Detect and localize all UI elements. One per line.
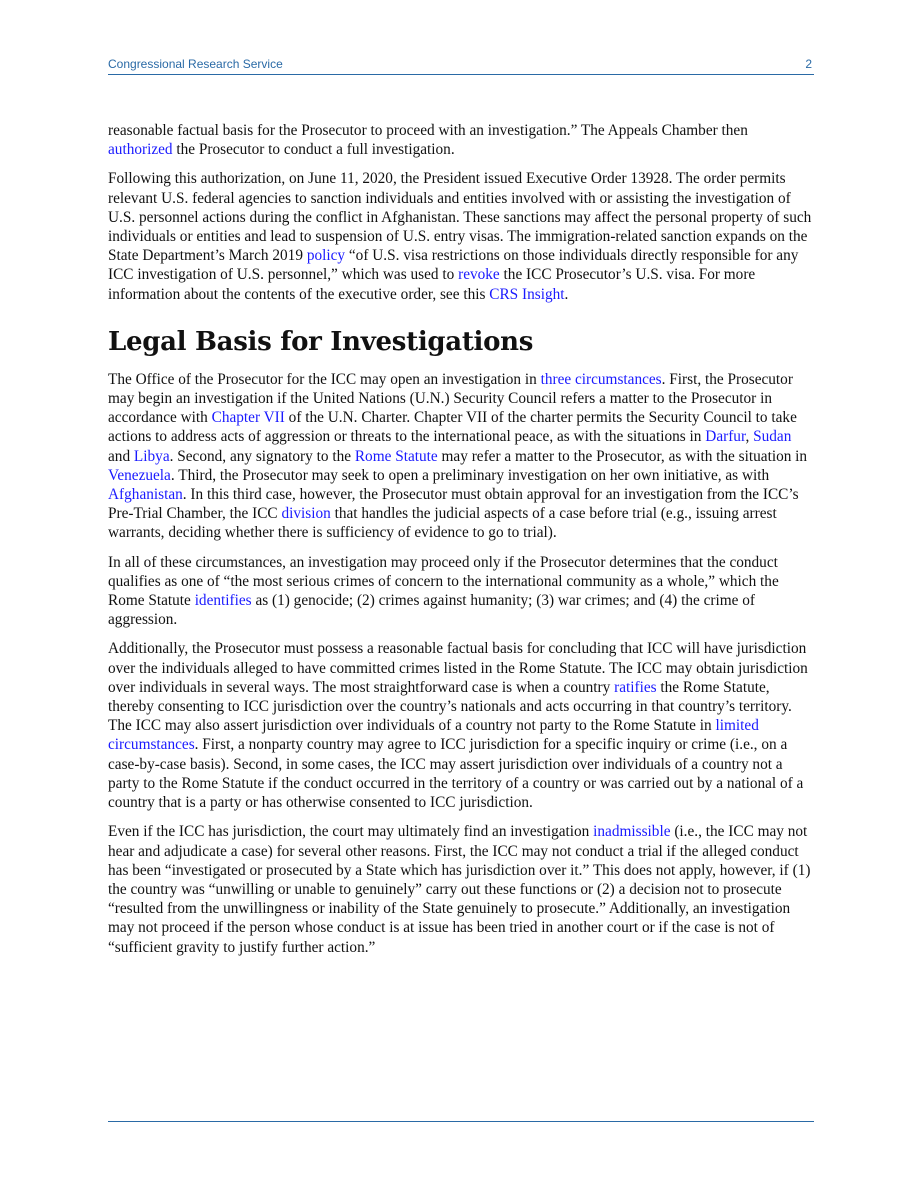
- paragraph-text: . Second, any signatory to the: [169, 447, 355, 465]
- paragraph-text: The Office of the Prosecutor for the ICC may open an investigation in: [108, 370, 541, 388]
- paragraph-text: Additionally, the Prosecutor must possess a reasonable factual basis for concluding that ICC will have jurisdiction over the individuals alleged to have committed crimes listed in the Rome Statute. The ICC may obtain jurisdiction over individuals in several ways. The most straightforward case is when a country: [108, 640, 808, 696]
- link-crs-insight[interactable]: CRS Insight: [489, 285, 565, 303]
- paragraph-text: In all of these circumstances, an investigation may proceed only if the Prosecutor determines that the conduct qualifies as one of “the most serious crimes of concern to the international community as a whole,” which the Rome Statute: [108, 553, 779, 610]
- paragraph-text: . Third, the Prosecutor may seek to open a preliminary investigation on her own initiative, as with: [170, 466, 770, 484]
- link-ratifies[interactable]: ratifies: [614, 678, 657, 696]
- link-division[interactable]: division: [281, 505, 331, 523]
- paragraph: [108, 121, 816, 159]
- paragraph: [108, 370, 816, 543]
- paragraph-text: . First, a nonparty country may agree to ICC jurisdiction for a specific inquiry or crime (i.e., on a case-by-case basis). Second, in some cases, the ICC may assert jurisdiction over individuals of a country not a party to the Rome Statute if the conduct occurred in the territory of a country or was carried out by a national of a country that is a party or has otherwise consented to ICC jurisdiction.: [108, 736, 804, 812]
- link-policy[interactable]: policy: [306, 247, 346, 265]
- link-afghanistan[interactable]: Afghanistan: [108, 486, 183, 504]
- paragraph-text: . First, the Prosecutor may begin an investigation if the United Nations (U.N.) Security Council refers a matter to the Prosecutor in accordance with: [108, 370, 793, 427]
- paragraph-text: reasonable factual basis for the Prosecutor to proceed with an investigation.” The Appeals Chamber then: [108, 122, 748, 139]
- paragraph: [108, 553, 816, 630]
- paragraph: [108, 169, 816, 303]
- link-limited-circumstances[interactable]: limited circumstances: [108, 717, 759, 754]
- link-authorized[interactable]: authorized: [108, 141, 173, 159]
- link-rome-statute[interactable]: Rome Statute: [354, 447, 438, 465]
- link-sudan[interactable]: Sudan: [753, 428, 792, 446]
- paragraph-text: as (1) genocide; (2) crimes against humanity; (3) war crimes; and (4) the crime of aggression.: [108, 592, 755, 629]
- link-libya[interactable]: Libya: [133, 447, 170, 465]
- page-number: 2: [805, 57, 812, 71]
- paragraph: [108, 639, 816, 812]
- link-inadmissible[interactable]: inadmissible: [593, 823, 671, 841]
- link-three-circumstances[interactable]: three circumstances: [540, 370, 662, 388]
- paragraph-text: . In this third case, however, the Prosecutor must obtain approval for an investigation from the ICC’s Pre-Trial Chamber, the ICC: [108, 486, 799, 523]
- page-header: [108, 56, 814, 75]
- link-revoke[interactable]: revoke: [458, 266, 500, 284]
- link-chapter-vii[interactable]: Chapter VII: [211, 409, 285, 427]
- paragraph-text: .: [564, 285, 569, 303]
- footer-divider: [108, 1121, 814, 1122]
- link-identifies[interactable]: identifies: [194, 592, 252, 610]
- link-darfur[interactable]: Darfur: [705, 428, 746, 446]
- paragraph-text: and: [108, 447, 134, 465]
- paragraph-text: of the U.N. Charter. Chapter VII of the charter permits the Security Council to take actions to address acts of aggression or threats to the international peace, as with the situations in: [108, 409, 797, 446]
- paragraph-text: Following this authorization, on June 11, 2020, the President issued Executive Order 13928. The order permits relevant U.S. federal agencies to sanction individuals and entities involved with or assisting the investigation of U.S. personnel actions during the conflict in Afghanistan. These sanctions may affect the personal property of such individuals or entities and lead to suspension of U.S. entry visas. The immigration-related sanction expands on the State Department’s March 2019: [108, 170, 812, 265]
- section-heading: Legal Basis for Investigations: [108, 326, 534, 357]
- link-venezuela[interactable]: Venezuela: [108, 466, 171, 484]
- paragraph-text: (i.e., the ICC may not hear and adjudicate a case) for several other reasons. First, the ICC may not conduct a trial if the alleged conduct has been “investigated or prosecuted by a State which has jurisdiction over it.” This does not apply, however, if (1) the country was “unwilling or unable to genuinely” carry out these functions or (2) a decision not to prosecute “resulted from the unwillingness or inability of the State genuinely to prosecute.” Additionally, an investigation may not proceed if the person whose conduct is at issue has been tried in another court or if the case is not of “sufficient gravity to justify further action.”: [108, 823, 811, 956]
- header-publisher: Congressional Research Service: [108, 57, 283, 71]
- paragraph-text: the ICC Prosecutor’s U.S. visa. For more information about the contents of the executive order, see this: [108, 266, 756, 303]
- paragraph: [108, 822, 816, 956]
- paragraph-text: ,: [745, 428, 754, 446]
- paragraph-text: Even if the ICC has jurisdiction, the court may ultimately find an investigation: [108, 823, 594, 841]
- document-body: [108, 121, 816, 967]
- paragraph-text: the Rome Statute, thereby consenting to ICC jurisdiction over the country’s nationals and acts occurring in that country’s territory. The ICC may also assert jurisdiction over individuals of a country not party to the Rome Statute in: [108, 678, 792, 735]
- paragraph-text: “of U.S. visa restrictions on those individuals directly responsible for any ICC investigation of U.S. personnel,” which was used to: [108, 247, 799, 284]
- paragraph-text: may refer a matter to the Prosecutor, as with the situation in: [437, 447, 808, 465]
- paragraph-text: that handles the judicial aspects of a case before trial (e.g., issuing arrest warrants, deciding whether there is sufficiency of evidence to go to trial).: [108, 505, 777, 542]
- paragraph-text: the Prosecutor to conduct a full investigation.: [172, 141, 455, 159]
